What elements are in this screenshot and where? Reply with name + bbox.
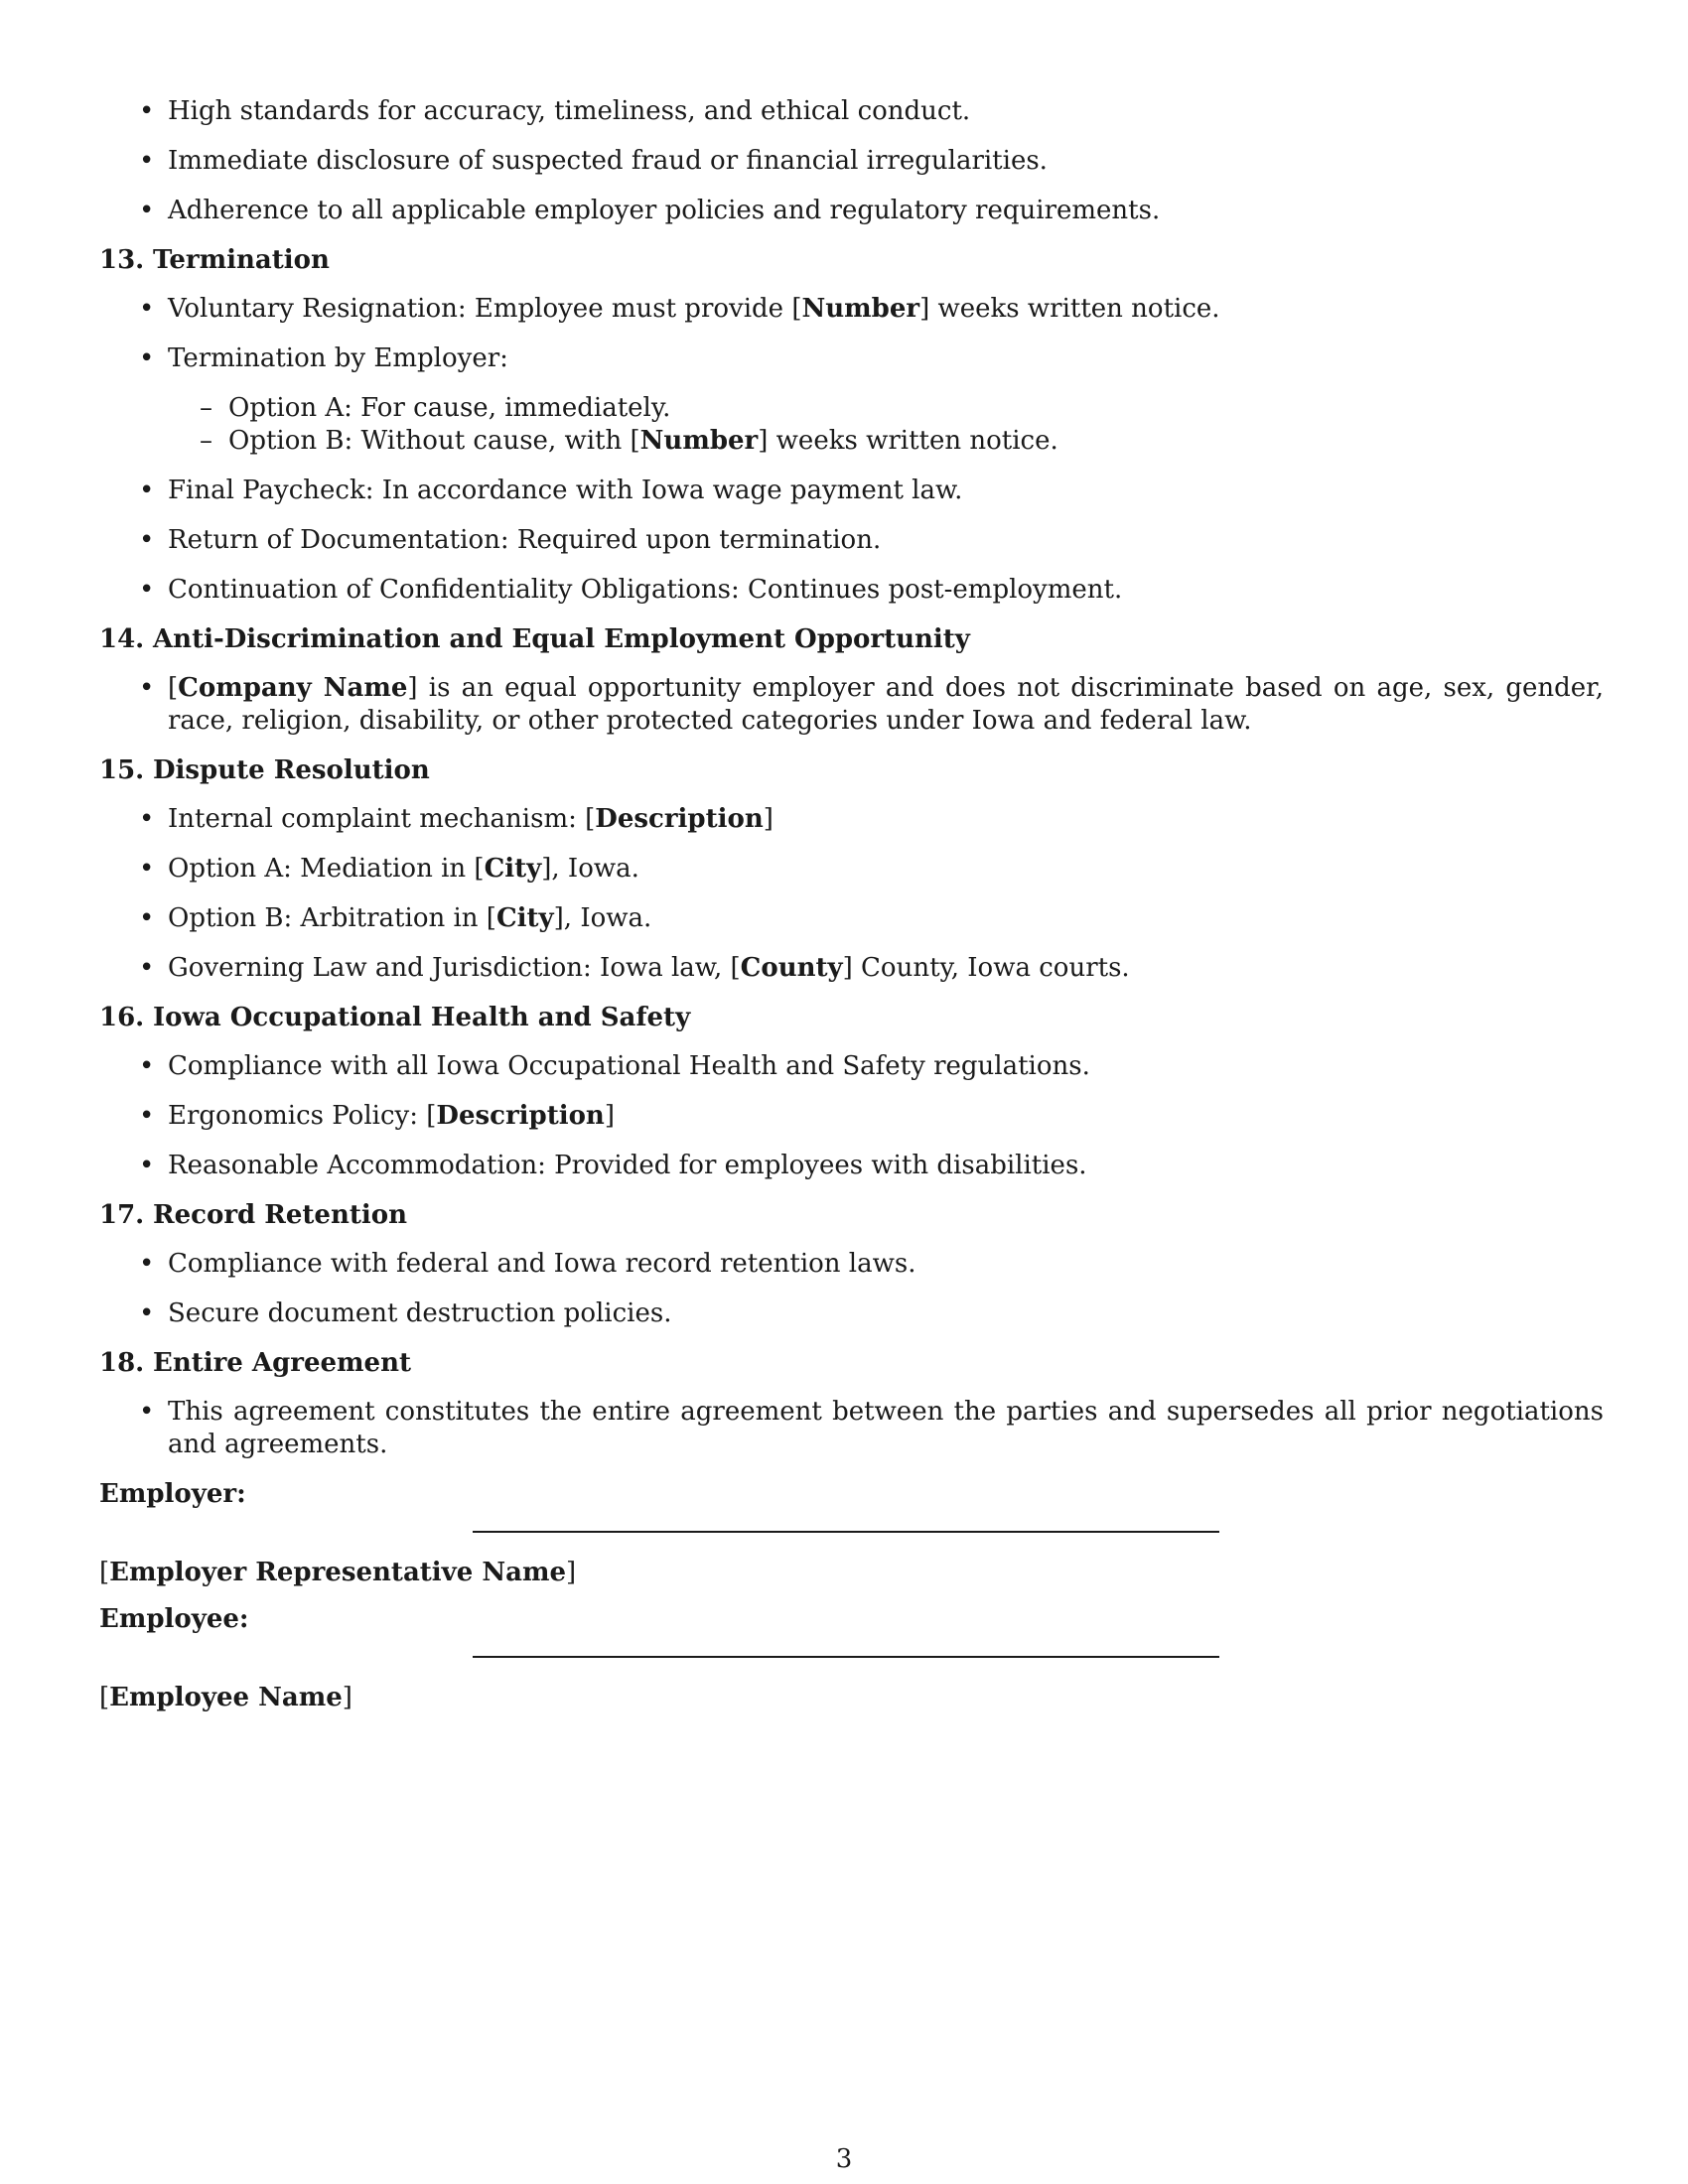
placeholder-field: Description bbox=[436, 1101, 605, 1131]
section-heading-termination bbox=[99, 244, 1604, 277]
list-item: • Governing Law and Jurisdiction: Iowa law, [County] County, Iowa courts. bbox=[99, 952, 1604, 985]
placeholder-field: City bbox=[484, 854, 542, 884]
dispute-resolution-list bbox=[99, 803, 1604, 985]
placeholder-field: Description bbox=[595, 804, 764, 834]
section-number: 13. bbox=[99, 245, 145, 275]
section-number: 15. bbox=[99, 755, 145, 785]
placeholder-field: County bbox=[740, 953, 843, 983]
list-item: • Return of Documentation: Required upon termination. bbox=[99, 524, 1604, 557]
list-item: • This agreement constitutes the entire agreement between the parties and supersedes all prior negotiations and agreements. bbox=[99, 1396, 1604, 1461]
list-item: • Compliance with federal and Iowa record retention laws. bbox=[99, 1248, 1604, 1281]
continued-bullet-list bbox=[99, 95, 1604, 227]
list-item: • [Company Name] is an equal opportunity employer and does not discriminate based on age, sex, gender, race, religion, disability, or other protected categories under Iowa and federal law. bbox=[99, 672, 1604, 738]
section-title: Record Retention bbox=[153, 1200, 407, 1230]
list-item: • Option B: Arbitration in [City], Iowa. bbox=[99, 902, 1604, 935]
sub-list-item: – Option B: Without cause, with [Number] weeks written notice. bbox=[168, 425, 1604, 458]
list-item: • Option A: Mediation in [City], Iowa. bbox=[99, 853, 1604, 886]
list-item: • Reasonable Accommodation: Provided for employees with disabilities. bbox=[99, 1150, 1604, 1182]
placeholder-field: City bbox=[495, 903, 554, 933]
list-item: • Immediate disclosure of suspected fraud or financial irregularities. bbox=[99, 145, 1604, 178]
list-item: • Ergonomics Policy: [Description] bbox=[99, 1100, 1604, 1133]
list-item: • Secure document destruction policies. bbox=[99, 1297, 1604, 1330]
section-title: Iowa Occupational Health and Safety bbox=[153, 1003, 691, 1032]
list-item: • Continuation of Confidentiality Obligations: Continues post-employment. bbox=[99, 574, 1604, 607]
section-title: Dispute Resolution bbox=[153, 755, 430, 785]
entire-agreement-list bbox=[99, 1396, 1604, 1461]
list-item: • Internal complaint mechanism: [Description] bbox=[99, 803, 1604, 836]
page-number: 3 bbox=[835, 2144, 853, 2174]
section-heading-anti-discrimination bbox=[99, 623, 1604, 656]
section-title: Anti-Discrimination and Equal Employment Opportunity bbox=[153, 624, 970, 654]
section-heading-entire-agreement bbox=[99, 1347, 1604, 1380]
employee-signature-label: Employee: bbox=[99, 1604, 249, 1634]
section-heading-health-safety bbox=[99, 1002, 1604, 1034]
health-safety-list bbox=[99, 1050, 1604, 1182]
section-number: 14. bbox=[99, 624, 145, 654]
list-item: • Compliance with all Iowa Occupational Health and Safety regulations. bbox=[99, 1050, 1604, 1083]
employer-signature-label: Employer: bbox=[99, 1479, 246, 1509]
employer-representative-name: [Employer Representative Name] bbox=[99, 1558, 577, 1587]
list-item: • Final Paycheck: In accordance with Iowa wage payment law. bbox=[99, 475, 1604, 507]
employee-signature-line bbox=[473, 1656, 1219, 1658]
section-heading-dispute-resolution bbox=[99, 754, 1604, 787]
list-item: • Termination by Employer: – Option A: For cause, immediately. – Option B: Without cause, with [Number] weeks written notice. bbox=[99, 342, 1604, 458]
anti-discrimination-list bbox=[99, 672, 1604, 738]
section-heading-record-retention bbox=[99, 1199, 1604, 1232]
sub-list-item: – Option A: For cause, immediately. bbox=[168, 392, 1604, 425]
record-retention-list bbox=[99, 1248, 1604, 1330]
employer-signature-line bbox=[473, 1531, 1219, 1533]
list-item: • Adherence to all applicable employer policies and regulatory requirements. bbox=[99, 195, 1604, 227]
section-number: 18. bbox=[99, 1348, 145, 1378]
placeholder-field: Company Name bbox=[178, 673, 408, 703]
section-title: Termination bbox=[153, 245, 330, 275]
document-page bbox=[99, 95, 1604, 1728]
section-number: 17. bbox=[99, 1200, 145, 1230]
employee-name: [Employee Name] bbox=[99, 1683, 352, 1712]
placeholder-field: Number bbox=[801, 294, 920, 324]
list-item: • High standards for accuracy, timeliness, and ethical conduct. bbox=[99, 95, 1604, 128]
section-number: 16. bbox=[99, 1003, 145, 1032]
termination-options-list bbox=[168, 392, 1604, 458]
list-item: • Voluntary Resignation: Employee must provide [Number] weeks written notice. bbox=[99, 293, 1604, 326]
placeholder-field: Number bbox=[639, 426, 759, 456]
section-title: Entire Agreement bbox=[153, 1348, 411, 1378]
termination-list bbox=[99, 293, 1604, 607]
